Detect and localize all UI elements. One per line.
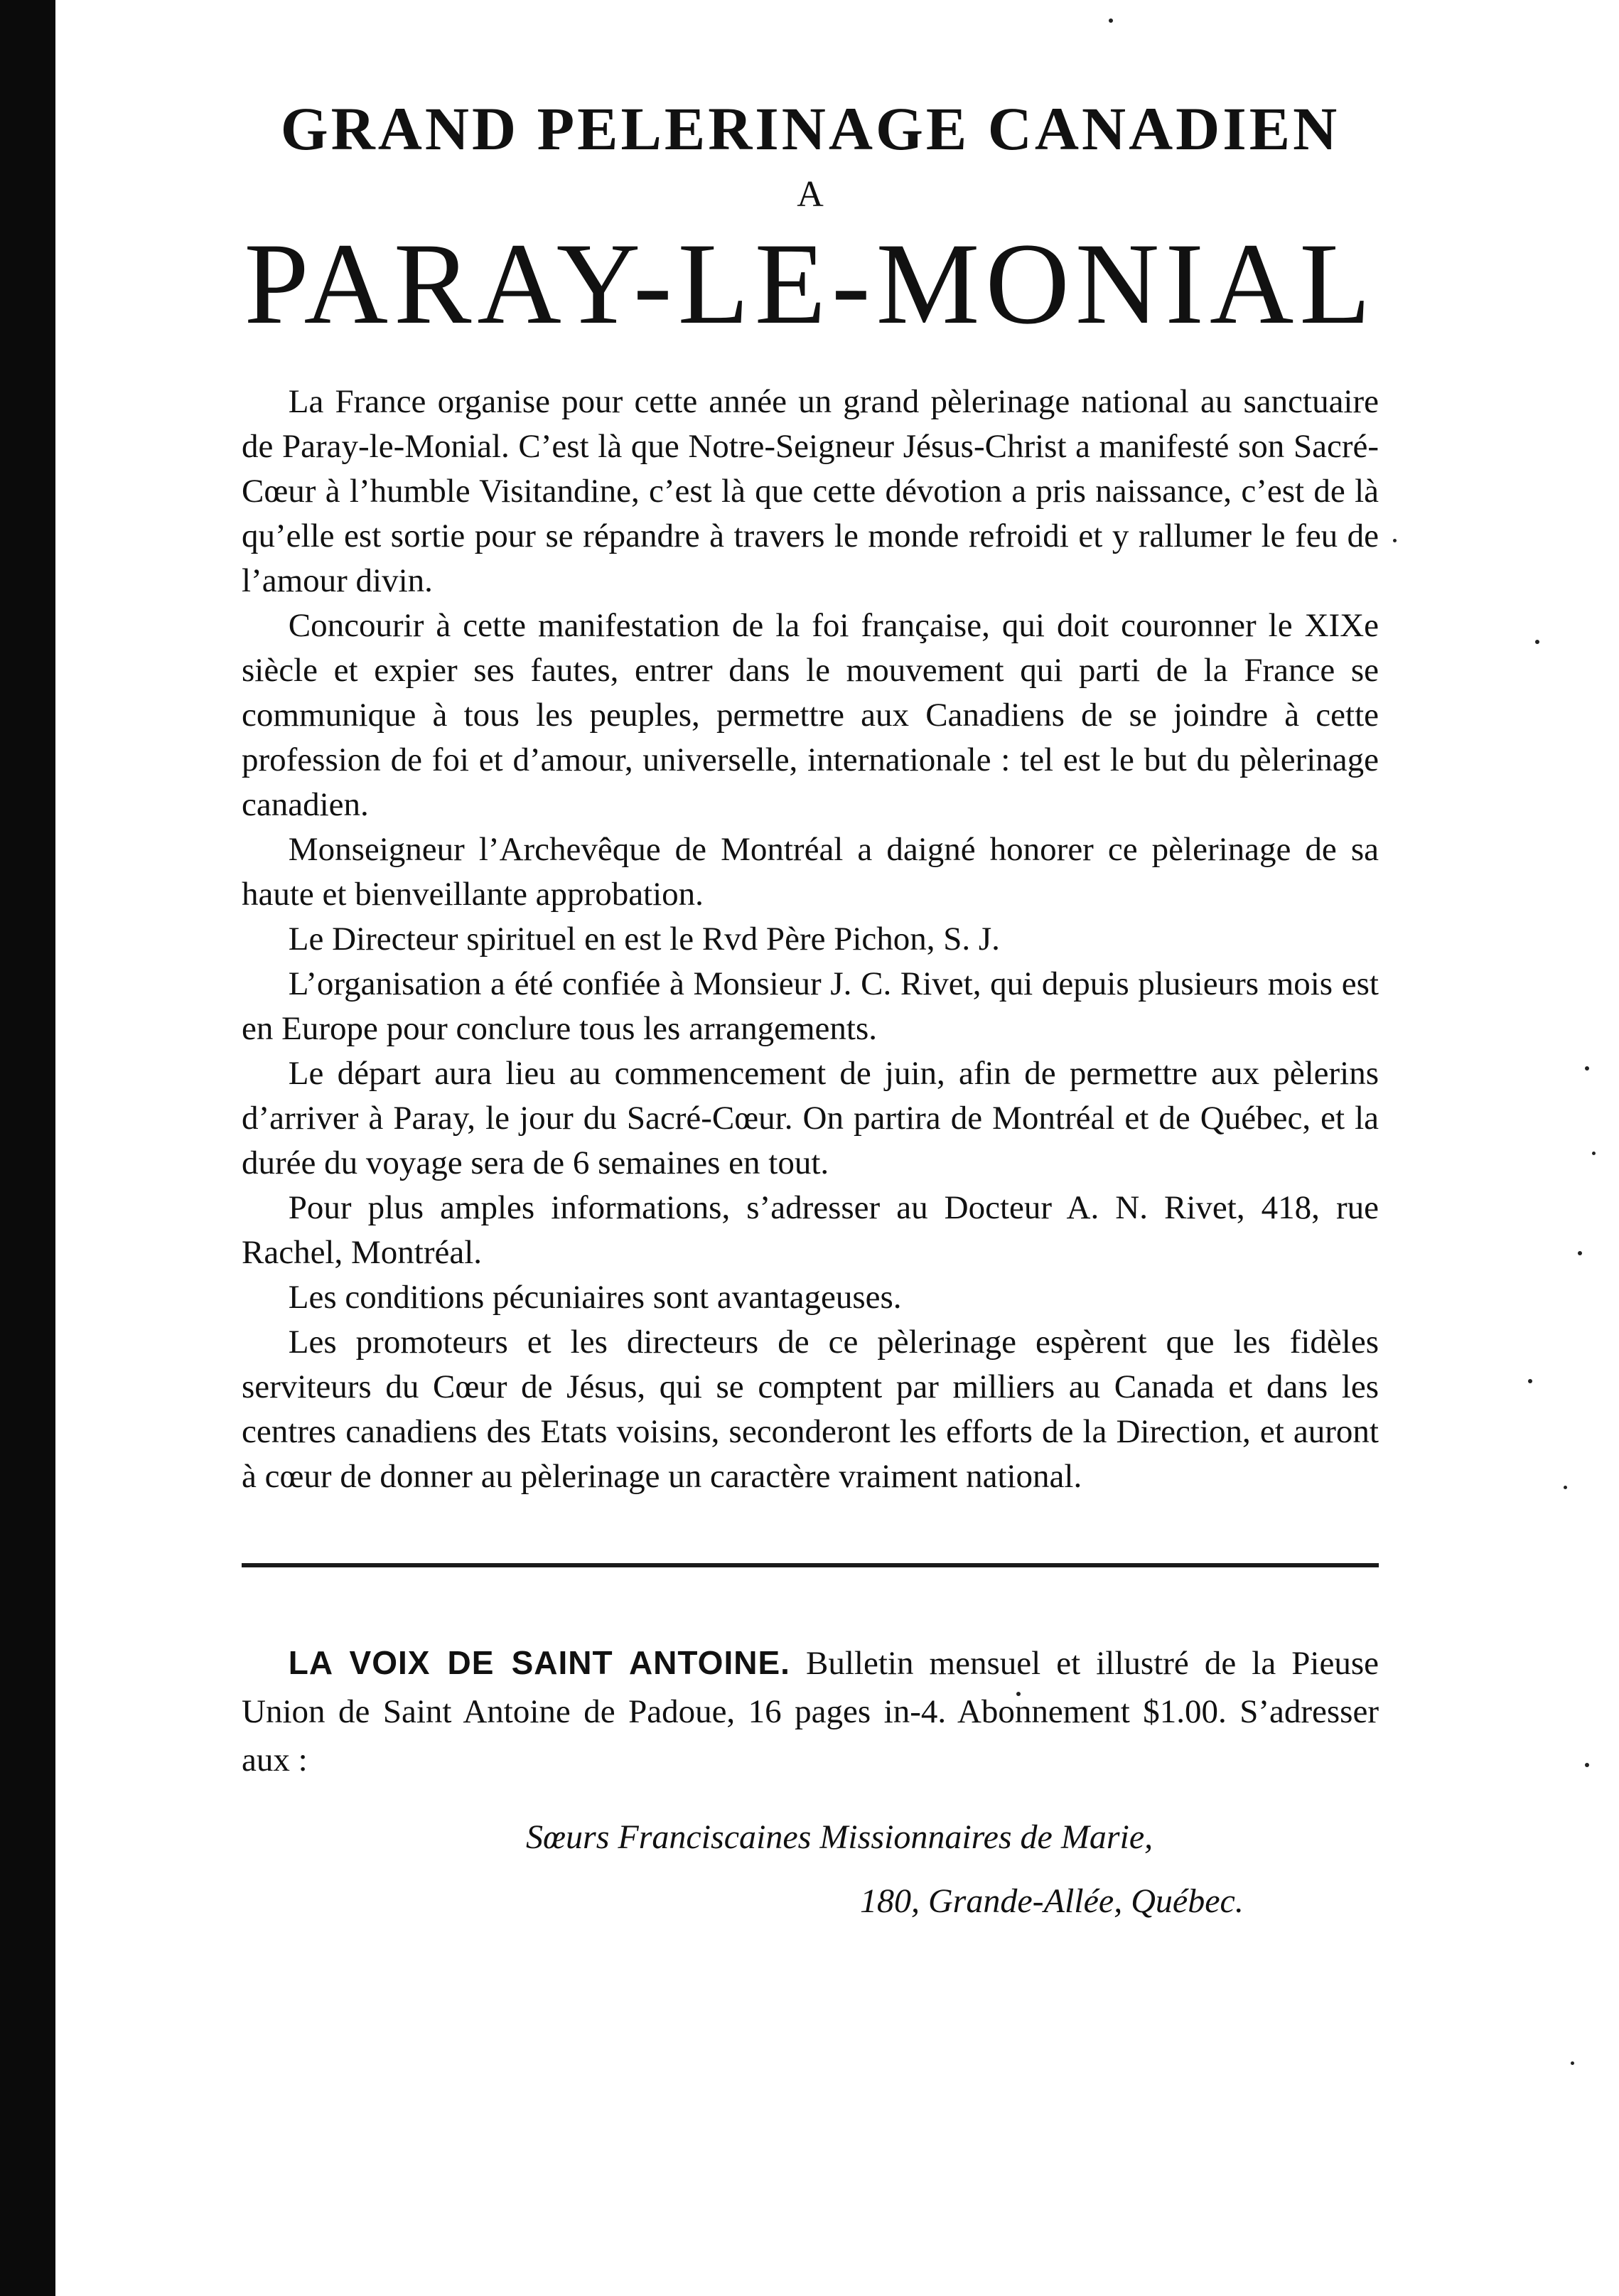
address-line-1: Sœurs Franciscaines Missionnaires de Marie,	[526, 1818, 1153, 1857]
article-paragraph: Concourir à cette manifestation de la foi française, qui doit couronner le XIXe siècle et expier ses fautes, entrer dans le mouvement qui parti de la France se communique à tous les peuples, permettre aux Canadiens de se joindre à cette profession de foi et d’amour, universelle, internationale : tel est le but du pèlerinage canadien.	[242, 607, 1379, 824]
page-title: GRAND PELERINAGE CANADIEN	[280, 95, 1340, 163]
scan-speck	[1571, 2061, 1574, 2065]
bulletin-text: Bulletin mensuel et illustré de la Pieuse Union de Saint Antoine de Padoue, 16 pages in-4. Abonnement $1.00. S’adresser aux :	[242, 1645, 1379, 1779]
scan-speck	[1393, 539, 1397, 542]
bulletin-address	[242, 1806, 1379, 1933]
title-preposition: A	[797, 174, 824, 215]
scan-border	[0, 0, 55, 2296]
article-body	[242, 380, 1379, 1499]
scan-speck	[1528, 1379, 1532, 1383]
article-paragraph: Le Directeur spirituel en est le Rvd Père Pichon, S. J.	[288, 921, 1000, 958]
address-line-2: 180, Grande-Allée, Québec.	[860, 1882, 1244, 1921]
scan-speck	[1585, 1066, 1589, 1071]
scan-speck	[1578, 1251, 1582, 1255]
scan-speck	[1564, 1486, 1567, 1489]
article-paragraph: Les conditions pécuniaires sont avantageuses.	[288, 1279, 902, 1316]
article-paragraph: L’organisation a été confiée à Monsieur J. C. Rivet, qui depuis plusieurs mois est en Europe pour conclure tous les arrangements.	[242, 965, 1379, 1048]
article-paragraph: Le départ aura lieu au commencement de juin, afin de permettre aux pèlerins d’arriver à Paray, le jour du Sacré-Cœur. On partira de Montréal et de Québec, et la durée du voyage sera de 6 semaines en tout.	[242, 1055, 1379, 1182]
bulletin-title: LA VOIX DE SAINT ANTOINE.	[288, 1644, 790, 1682]
scan-speck	[1535, 640, 1539, 644]
article-paragraph: Monseigneur l’Archevêque de Montréal a daigné honorer ce pèlerinage de sa haute et bienveillante approbation.	[242, 831, 1379, 913]
article-paragraph: Pour plus amples informations, s’adresser au Docteur A. N. Rivet, 418, rue Rachel, Montréal.	[242, 1189, 1379, 1272]
section-divider	[242, 1563, 1379, 1567]
page-content	[242, 71, 1379, 1933]
scan-speck	[1592, 1152, 1596, 1155]
page-subtitle: PARAY-LE-MONIAL	[244, 219, 1377, 348]
article-paragraph: La France organise pour cette année un grand pèlerinage national au sanctuaire de Paray-le-Monial. C’est là que Notre-Seigneur Jésus-Christ a manifesté son Sacré-Cœur à l’humble Visitandine, c’est là que cette dévotion a pris naissance, c’est de là qu’elle est sortie pour se répandre à travers le monde refroidi et y rallumer le feu de l’amour divin.	[242, 383, 1379, 600]
article-paragraph: Les promoteurs et les directeurs de ce pèlerinage espèrent que les fidèles serviteurs du Cœur de Jésus, qui se comptent par milliers au Canada et dans les centres canadiens des Etats voisins, seconderont les efforts de la Direction, et auront à cœur de donner au pèlerinage un caractère vraiment national.	[242, 1324, 1379, 1496]
scan-speck	[1109, 18, 1113, 23]
bulletin-notice	[242, 1638, 1379, 1784]
scan-speck	[1585, 1763, 1589, 1767]
